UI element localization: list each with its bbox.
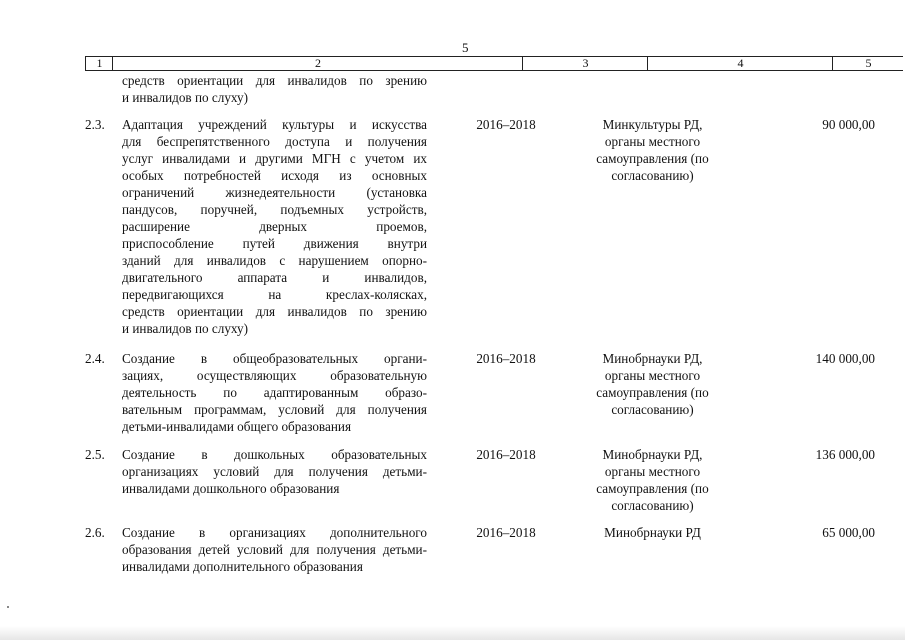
description-line: для беспрепятственного доступа и получения <box>122 134 427 149</box>
row-number: 2.3. <box>85 117 105 132</box>
executor-line: органы местного <box>604 464 701 479</box>
scan-speck <box>7 606 9 608</box>
description-line: Создание в организациях дополнительного <box>122 525 427 540</box>
executor-line: самоуправления (по <box>596 481 709 496</box>
description-line: особых потребностей исходя из основных <box>122 168 427 183</box>
description-line: зданий для инвалидов с нарушением опорно- <box>122 253 427 268</box>
row-period: 2016–2018 <box>476 351 536 366</box>
row-description <box>122 446 427 497</box>
description-line: приспособление путей движения внутри <box>122 236 427 251</box>
row-executor <box>575 524 730 541</box>
row-executor <box>575 116 730 184</box>
description-line: Создание в дошкольных образовательных <box>122 447 427 462</box>
row-amount: 65 000,00 <box>822 525 875 540</box>
executor-line: Минобрнауки РД, <box>602 447 703 462</box>
description-line: вательным программам, условий для получения <box>122 402 427 417</box>
description-line: средств ориентации для инвалидов по зрению <box>122 73 427 88</box>
row-description <box>122 116 427 337</box>
row-period: 2016–2018 <box>476 447 536 462</box>
row-number: 2.4. <box>85 351 105 366</box>
row-amount: 136 000,00 <box>815 447 875 462</box>
row-number: 2.6. <box>85 525 105 540</box>
row-amount: 90 000,00 <box>822 117 875 132</box>
executor-line: самоуправления (по <box>596 151 709 166</box>
column-header-4: 4 <box>647 57 833 70</box>
description-line: услуг инвалидами и другими МГН с учетом их <box>122 151 427 166</box>
description-line: организациях условий для получения детьми- <box>122 464 427 479</box>
description-line: передвигающихся на креслах-колясках, <box>122 287 427 302</box>
row-description <box>122 350 427 435</box>
description-line: и инвалидов по слуху) <box>122 321 249 336</box>
row-executor <box>575 446 730 514</box>
description-line: детьми-инвалидами общего образования <box>122 419 352 434</box>
description-line: деятельность по адаптированным образо- <box>122 385 427 400</box>
row-period: 2016–2018 <box>476 525 536 540</box>
executor-line: согласованию) <box>611 402 694 417</box>
description-line: инвалидами дополнительного образования <box>122 559 363 574</box>
executor-line: Минобрнауки РД <box>604 525 701 540</box>
description-line: и инвалидов по слуху) <box>122 90 249 105</box>
row-executor <box>575 350 730 418</box>
column-header-1: 1 <box>85 57 113 70</box>
description-line: Адаптация учреждений культуры и искусства <box>122 117 427 132</box>
executor-line: Минобрнауки РД, <box>602 351 703 366</box>
description-line: средств ориентации для инвалидов по зрению <box>122 304 427 319</box>
column-header-3: 3 <box>522 57 648 70</box>
executor-line: органы местного <box>604 368 701 383</box>
scan-edge <box>0 626 905 640</box>
executor-line: самоуправления (по <box>596 385 709 400</box>
row-number: 2.5. <box>85 447 105 462</box>
description-line: зациях, осуществляющих образовательную <box>122 368 427 383</box>
description-line: пандусов, поручней, подъемных устройств, <box>122 202 427 217</box>
description-line: образования детей условий для получения детьми- <box>122 542 427 557</box>
description-line: ограничений жизнедеятельности (установка <box>122 185 427 200</box>
description-line: расширение дверных проемов, <box>122 219 427 234</box>
description-line: Создание в общеобразовательных органи- <box>122 351 427 366</box>
executor-line: органы местного <box>604 134 701 149</box>
row-description <box>122 72 427 106</box>
column-header-5: 5 <box>832 57 904 70</box>
column-header-2: 2 <box>112 57 523 70</box>
table-header <box>85 56 903 71</box>
description-line: двигательного аппарата и инвалидов, <box>122 270 427 285</box>
description-line: инвалидами дошкольного образования <box>122 481 340 496</box>
page-number: 5 <box>462 40 469 55</box>
row-amount: 140 000,00 <box>815 351 875 366</box>
executor-line: согласованию) <box>611 168 694 183</box>
executor-line: Минкультуры РД, <box>602 117 703 132</box>
row-period: 2016–2018 <box>476 117 536 132</box>
executor-line: согласованию) <box>611 498 694 513</box>
row-description <box>122 524 427 575</box>
